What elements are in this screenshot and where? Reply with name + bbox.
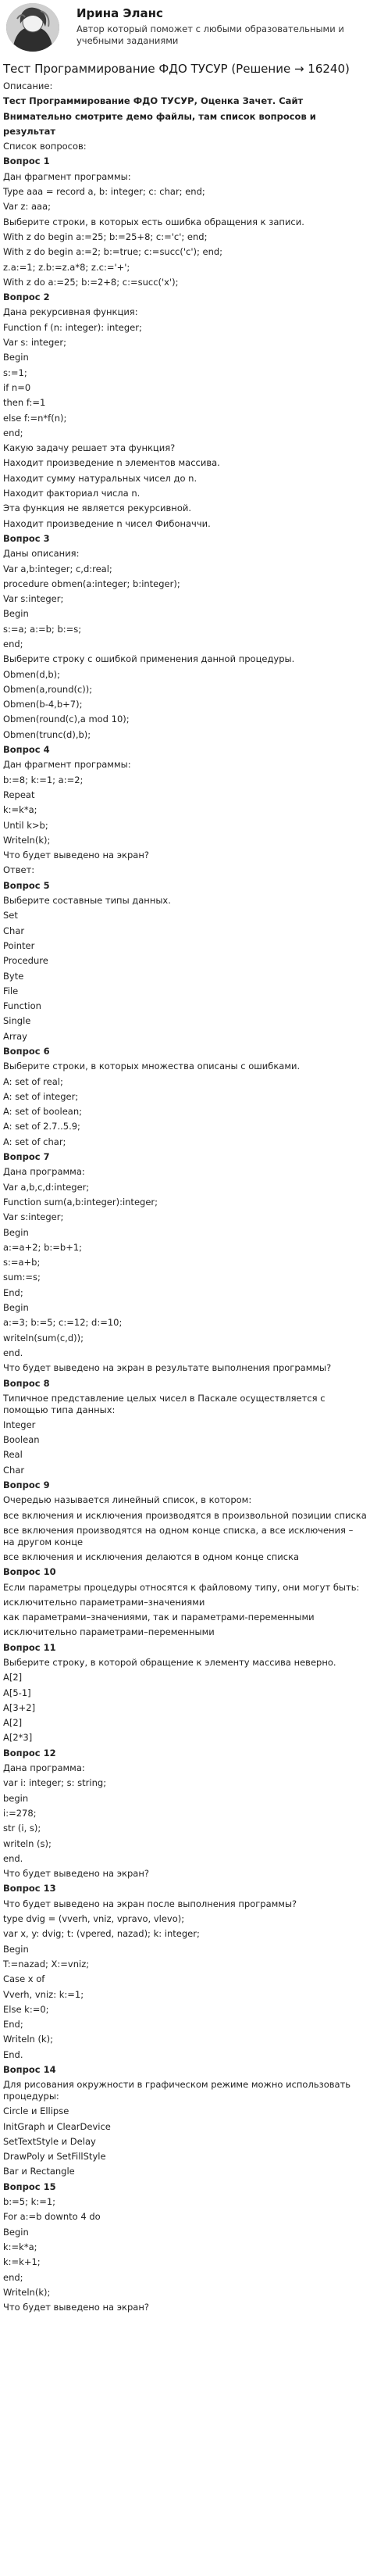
document-lines bbox=[3, 79, 367, 2315]
text-line: Char bbox=[3, 925, 25, 936]
text-line: как параметрами–значениями, так и параметрами-переменными bbox=[3, 1612, 315, 1623]
text-line: T:=nazad; X:=vniz; bbox=[3, 1958, 90, 1970]
text-line: Что будет выведено на экран? bbox=[3, 1868, 149, 1880]
question-heading: Вопрос 1 bbox=[3, 156, 50, 167]
text-line: k:=k+1; bbox=[3, 2256, 41, 2268]
question-heading: Вопрос 3 bbox=[3, 532, 50, 544]
text-line: z.a:=1; z.b:=z.a*8; z.c:='+'; bbox=[3, 261, 130, 273]
question-heading: Вопрос 6 bbox=[3, 1046, 50, 1057]
text-line: Single bbox=[3, 1015, 31, 1027]
text-line: end; bbox=[3, 427, 23, 438]
author-description: Автор который поможет с любыми образовательными и учебными заданиями bbox=[76, 23, 344, 46]
text-line: Until k>b; bbox=[3, 819, 48, 831]
text-line: A: set of char; bbox=[3, 1136, 66, 1147]
text-line: Begin bbox=[3, 352, 29, 363]
question-heading: Тест Программирование ФДО ТУСУР, Оценка Зачет. Сайт bbox=[3, 95, 304, 107]
text-line: Obmen(round(c),a mod 10); bbox=[3, 714, 130, 725]
text-line: Writeln (k); bbox=[3, 2034, 54, 2045]
text-line: Находит сумму натуральных чисел до n. bbox=[3, 472, 197, 484]
text-line: if n=0 bbox=[3, 381, 31, 393]
text-line: A[5-1] bbox=[3, 1687, 31, 1698]
author-avatar[interactable] bbox=[6, 3, 59, 52]
text-line: Vverh, vniz: k:=1; bbox=[3, 1988, 84, 2000]
text-line: end. bbox=[3, 1347, 23, 1358]
text-line: Var s: integer; bbox=[3, 337, 66, 349]
text-line: Если параметры процедуры относятся к файловому типу, они могут быть: bbox=[3, 1581, 360, 1593]
document-title: Тест Программирование ФДО ТУСУР (Решение → 16240) bbox=[3, 62, 350, 76]
text-line: Эта функция не является рекурсивной. bbox=[3, 503, 191, 514]
text-line: A: set of boolean; bbox=[3, 1106, 83, 1118]
text-line: Obmen(trunc(d),b); bbox=[3, 728, 91, 740]
text-line: begin bbox=[3, 1792, 29, 1804]
text-line: Дан фрагмент программы: bbox=[3, 759, 131, 771]
text-line: var i: integer; s: string; bbox=[3, 1777, 107, 1789]
text-line: Что будет выведено на экран после выполнения программы? bbox=[3, 1898, 297, 1909]
text-line: A[2*3] bbox=[3, 1732, 33, 1744]
text-line: sum:=s; bbox=[3, 1272, 41, 1283]
question-heading: Внимательно смотрите демо файлы, там список вопросов и результат bbox=[3, 110, 316, 137]
text-line: DrawPoly и SetFillStyle bbox=[3, 2151, 106, 2163]
question-heading: Вопрос 8 bbox=[3, 1377, 50, 1389]
text-line: With z do a:=25; b:=2+8; c:=succ('x'); bbox=[3, 276, 179, 288]
text-line: end. bbox=[3, 1852, 23, 1864]
text-line: все включения и исключения делаются в одном конце списка bbox=[3, 1551, 300, 1562]
text-line: исключительно параметрами–переменными bbox=[3, 1626, 215, 1638]
document-content bbox=[0, 61, 370, 2315]
author-header bbox=[0, 0, 370, 55]
text-line: Boolean bbox=[3, 1434, 40, 1446]
question-heading: Вопрос 10 bbox=[3, 1566, 56, 1578]
text-line: End. bbox=[3, 2048, 23, 2060]
text-line: Byte bbox=[3, 970, 24, 982]
text-line: a:=a+2; b:=b+1; bbox=[3, 1241, 83, 1253]
question-heading: Вопрос 2 bbox=[3, 292, 50, 303]
text-line: End; bbox=[3, 2019, 23, 2030]
text-line: InitGraph и ClearDevice bbox=[3, 2120, 111, 2132]
text-line: Obmen(b-4,b+7); bbox=[3, 699, 83, 710]
text-line: b:=8; k:=1; a:=2; bbox=[3, 774, 84, 785]
text-line: Дана программа: bbox=[3, 1166, 85, 1178]
text-line: Procedure bbox=[3, 955, 48, 967]
text-line: Repeat bbox=[3, 789, 35, 800]
text-line: Begin bbox=[3, 608, 29, 620]
question-heading: Вопрос 12 bbox=[3, 1747, 56, 1758]
text-line: procedure obmen(a:integer; b:integer); bbox=[3, 578, 180, 589]
text-line: Что будет выведено на экран в результате выполнения программы? bbox=[3, 1362, 332, 1374]
text-line: Выберите строку с ошибкой применения данной процедуры. bbox=[3, 653, 295, 665]
text-line: A: set of 2.7..5.9; bbox=[3, 1121, 80, 1132]
text-line: Находит факториал числа n. bbox=[3, 488, 141, 499]
text-line: Выберите строки, в которых есть ошибка обращения к записи. bbox=[3, 216, 304, 227]
text-line: Var s:integer; bbox=[3, 1211, 64, 1223]
question-heading: Вопрос 11 bbox=[3, 1641, 56, 1653]
text-line: End; bbox=[3, 1286, 23, 1298]
text-line: Ответ: bbox=[3, 864, 35, 876]
text-line: Var a,b:integer; c,d:real; bbox=[3, 563, 112, 574]
text-line: исключительно параметрами–значениями bbox=[3, 1596, 205, 1608]
text-line: Char bbox=[3, 1464, 25, 1476]
text-line: Находит произведение n чисел Фибоначчи. bbox=[3, 517, 211, 529]
text-line: Дан фрагмент программы: bbox=[3, 170, 131, 182]
text-line: Что будет выведено на экран? bbox=[3, 850, 149, 861]
question-heading: Вопрос 4 bbox=[3, 744, 50, 756]
question-heading: Вопрос 9 bbox=[3, 1479, 50, 1491]
text-line: b:=5; k:=1; bbox=[3, 2196, 56, 2208]
text-line: a:=3; b:=5; c:=12; d:=10; bbox=[3, 1317, 123, 1329]
text-line: k:=k*a; bbox=[3, 2241, 37, 2252]
text-line: Begin bbox=[3, 2226, 29, 2238]
text-line: end; bbox=[3, 638, 23, 649]
text-line: Writeln(k); bbox=[3, 2286, 51, 2298]
text-line: end; bbox=[3, 2271, 23, 2283]
text-line: File bbox=[3, 985, 19, 996]
question-heading: Вопрос 14 bbox=[3, 2064, 56, 2075]
text-line: Дана рекурсивная функция: bbox=[3, 306, 138, 318]
text-line: Описание: bbox=[3, 80, 53, 91]
text-line: k:=k*a; bbox=[3, 804, 37, 816]
text-line: Очередью называется линейный список, в котором: bbox=[3, 1494, 252, 1506]
text-line: then f:=1 bbox=[3, 397, 46, 409]
question-heading: Вопрос 7 bbox=[3, 1151, 50, 1163]
author-name[interactable]: Ирина Эланс bbox=[76, 6, 163, 20]
text-line: Даны описания: bbox=[3, 548, 80, 560]
text-line: все включения производятся на одном конце списка, а все исключения – на другом конце bbox=[3, 1524, 354, 1547]
avatar-illustration-icon bbox=[6, 3, 59, 52]
text-line: A[3+2] bbox=[3, 1701, 36, 1713]
text-line: Var s:integer; bbox=[3, 593, 64, 605]
text-line: s:=a+b; bbox=[3, 1257, 41, 1268]
text-line: Circle и Ellipse bbox=[3, 2106, 69, 2117]
text-line: Список вопросов: bbox=[3, 141, 87, 152]
text-line: Obmen(d,b); bbox=[3, 668, 61, 680]
text-line: Что будет выведено на экран? bbox=[3, 2302, 149, 2313]
text-line: Function bbox=[3, 1000, 41, 1012]
text-line: var x, y: dvig; t: (vpered, nazad); k: integer; bbox=[3, 1928, 200, 1940]
text-line: str (i, s); bbox=[3, 1823, 41, 1834]
question-heading: Вопрос 13 bbox=[3, 1883, 56, 1894]
text-line: type dvig = (vverh, vniz, vpravo, vlevo); bbox=[3, 1913, 185, 1925]
text-line: Находит произведение n элементов массива. bbox=[3, 457, 220, 469]
text-line: A[2] bbox=[3, 1672, 23, 1683]
text-line: Array bbox=[3, 1030, 27, 1042]
text-line: For a:=b downto 4 do bbox=[3, 2211, 101, 2223]
text-line: Типичное представление целых чисел в Паскале осуществляется с помощью типа данных: bbox=[3, 1392, 326, 1415]
text-line: Bar и Rectangle bbox=[3, 2166, 75, 2177]
text-line: Для рисования окружности в графическом режиме можно использовать процедуры: bbox=[3, 2079, 351, 2102]
text-line: Begin bbox=[3, 1226, 29, 1238]
text-line: Выберите строку, в которой обращение к элементу массива неверно. bbox=[3, 1656, 336, 1668]
text-line: Set bbox=[3, 910, 18, 921]
text-line: Выберите составные типы данных. bbox=[3, 895, 171, 907]
text-line: Pointer bbox=[3, 939, 35, 951]
text-line: все включения и исключения производятся в произвольной позиции списка bbox=[3, 1509, 367, 1521]
text-line: Begin bbox=[3, 1302, 29, 1314]
text-line: s:=1; bbox=[3, 367, 27, 378]
text-line: writeln (s); bbox=[3, 1837, 52, 1849]
text-line: Begin bbox=[3, 1943, 29, 1955]
text-line: Выберите строки, в которых множества описаны с ошибками. bbox=[3, 1061, 301, 1072]
text-line: Real bbox=[3, 1449, 23, 1461]
text-line: A: set of integer; bbox=[3, 1090, 79, 1102]
text-line: writeln(sum(c,d)); bbox=[3, 1332, 84, 1343]
text-line: Integer bbox=[3, 1419, 36, 1430]
text-line: A: set of real; bbox=[3, 1075, 63, 1087]
text-line: i:=278; bbox=[3, 1807, 37, 1819]
question-heading: Вопрос 15 bbox=[3, 2181, 56, 2192]
text-line: Var z: aaa; bbox=[3, 201, 51, 213]
text-line: Writeln(k); bbox=[3, 834, 51, 846]
text-line: s:=a; a:=b; b:=s; bbox=[3, 623, 82, 635]
text-line: Function sum(a,b:integer):integer; bbox=[3, 1196, 158, 1208]
text-line: Obmen(a,round(c)); bbox=[3, 683, 93, 695]
text-line: A[2] bbox=[3, 1717, 23, 1729]
text-line: With z do begin a:=25; b:=25+8; c:='c'; end; bbox=[3, 231, 208, 242]
text-line: Дана программа: bbox=[3, 1762, 85, 1774]
text-line: Function f (n: integer): integer; bbox=[3, 321, 142, 333]
question-heading: Вопрос 5 bbox=[3, 879, 50, 891]
text-line: Var a,b,c,d:integer; bbox=[3, 1181, 90, 1193]
text-line: SetTextStyle и Delay bbox=[3, 2135, 96, 2147]
text-line: Type aaa = record a, b: integer; c: char; end; bbox=[3, 186, 205, 198]
text-line: With z do begin a:=2; b:=true; c:=succ('c'); end; bbox=[3, 246, 223, 258]
text-line: Else k:=0; bbox=[3, 2003, 49, 2015]
text-line: else f:=n*f(n); bbox=[3, 412, 67, 424]
text-line: Case x of bbox=[3, 1973, 45, 1985]
text-line: Какую задачу решает эта функция? bbox=[3, 442, 176, 454]
